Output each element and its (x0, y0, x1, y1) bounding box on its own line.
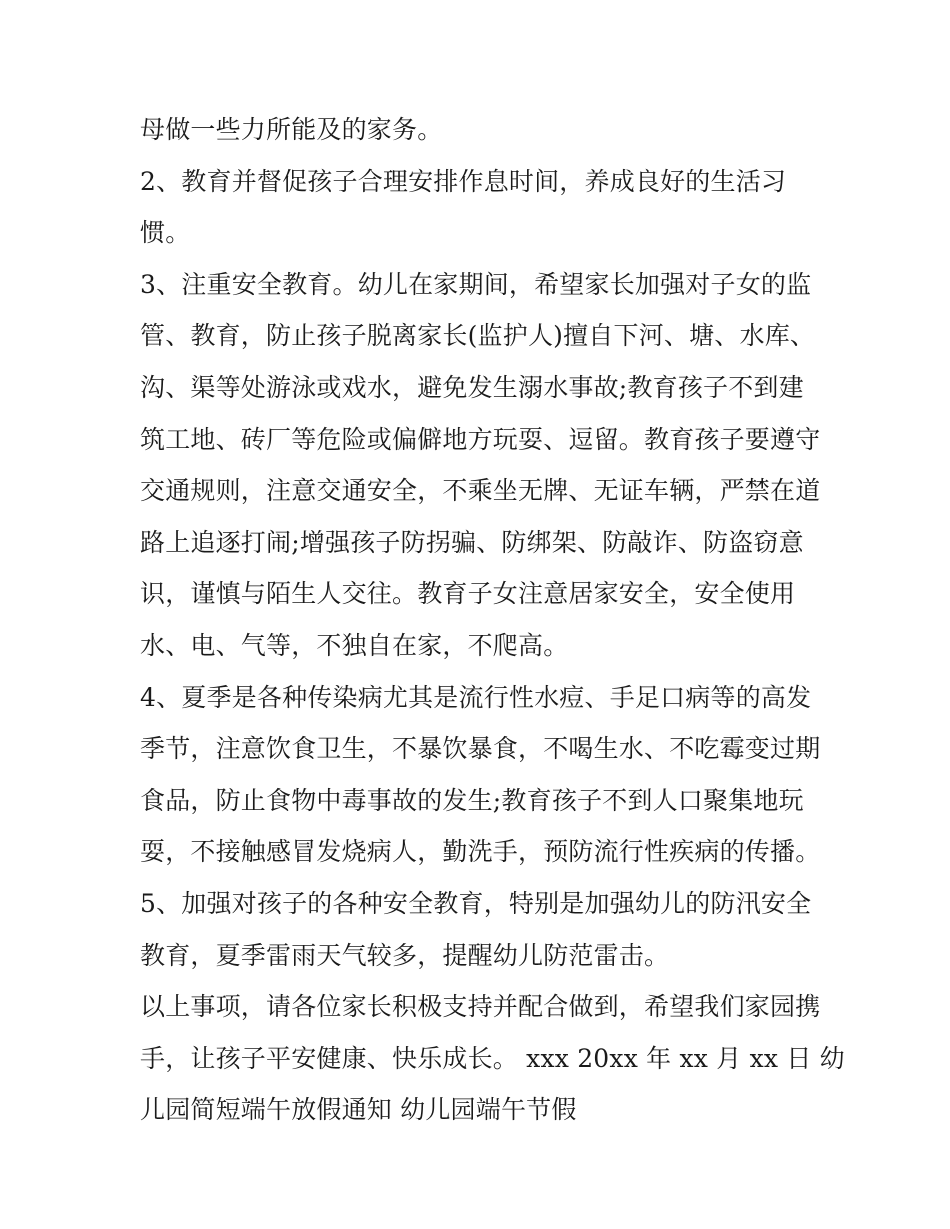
text-line: 儿园简短端午放假通知 幼儿园端午节假 (140, 1095, 577, 1125)
text-line: 食品，防止食物中毒事故的发生;教育孩子不到人口聚集地玩 (140, 785, 804, 815)
text-line: 沟、渠等处游泳或戏水，避免发生溺水事故;教育孩子不到建 (140, 372, 804, 402)
text-line: 5、加强对孩子的各种安全教育，特别是加强幼儿的防汛安全 (140, 888, 812, 918)
text-line: 3、注重安全教育。幼儿在家期间，希望家长加强对子女的监 (140, 269, 812, 299)
text-line: 季节，注意饮食卫生，不暴饮暴食，不喝生水、不吃霉变过期 (140, 734, 821, 764)
text-line: 惯。 (140, 218, 191, 248)
text-line: 耍，不接触感冒发烧病人，勤洗手，预防流行性疾病的传播。 (140, 837, 821, 867)
text-line: 2、教育并督促孩子合理安排作息时间，养成良好的生活习 (140, 166, 787, 196)
text-line: 母做一些力所能及的家务。 (140, 115, 443, 144)
text-line: 识，谨慎与陌生人交往。教育子女注意居家安全，安全使用 (140, 579, 796, 609)
text-line: 以上事项，请各位家长积极支持并配合做到，希望我们家园携 (140, 992, 821, 1022)
text-line: 管、教育，防止孩子脱离家长(监护人)擅自下河、塘、水库、 (140, 321, 816, 351)
text-line: 筑工地、砖厂等危险或偏僻地方玩耍、逗留。教育孩子要遵守 (140, 424, 821, 454)
text-line: 教育，夏季雷雨天气较多，提醒幼儿防范雷击。 (140, 940, 670, 970)
text-line: 4、夏季是各种传染病尤其是流行性水痘、手足口病等的高发 (140, 682, 812, 712)
body-text (140, 108, 845, 1140)
text-line: 路上追逐打闹;增强孩子防拐骗、防绑架、防敲诈、防盗窃意 (140, 527, 804, 557)
text-line: 水、电、气等，不独自在家，不爬高。 (140, 630, 569, 660)
text-line: 手，让孩子平安健康、快乐成长。 xxx 20xx 年 xx 月 xx 日 幼 (140, 1043, 845, 1073)
text-line: 交通规则，注意交通安全，不乘坐无牌、无证车辆，严禁在道 (140, 476, 821, 506)
